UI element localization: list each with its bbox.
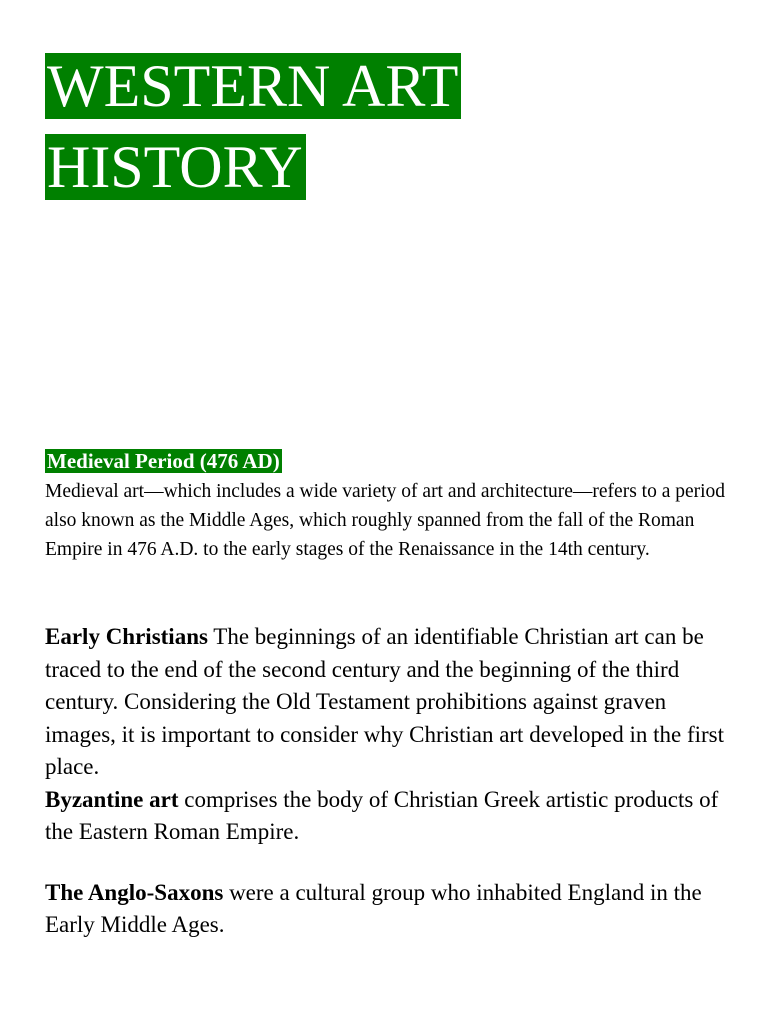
entry-term: Early Christians [45,624,208,649]
entry-term: Byzantine art [45,786,179,812]
entry-byzantine-art [45,784,735,849]
art-entries [45,621,735,942]
section-heading [45,447,735,475]
entry-text: comprises the body of Christian Greek artistic products of the Eastern Roman Empire. [45,786,719,844]
title-line-2: HISTORY [45,134,306,200]
entry-text: The beginnings of an identifiable Christian art can be traced to the end of the second century and the beginning of the third century. Considering the Old Testament prohibitions against graven images, it is important to consider why Christian art developed in the first place. [45,624,725,779]
section-heading-label: Medieval Period (476 AD) [47,449,280,473]
entry-early-christians [45,621,735,784]
entry-anglo-saxons [45,877,735,942]
title-line-1: WESTERN ART [45,53,461,119]
entry-term: The Anglo-Saxons [45,879,224,905]
document-title [45,46,645,208]
medieval-section [45,447,735,564]
section-intro-paragraph: Medieval art—which includes a wide variety of art and architecture—refers to a period also known as the Middle Ages, which roughly spanned from the fall of the Roman Empire in 476 A.D. to the early stages of the Renaissance in the 14th century. [45,481,726,560]
entry-text: were a cultural group who inhabited England in the Early Middle Ages. [45,879,702,937]
paragraph-spacer [45,849,735,877]
